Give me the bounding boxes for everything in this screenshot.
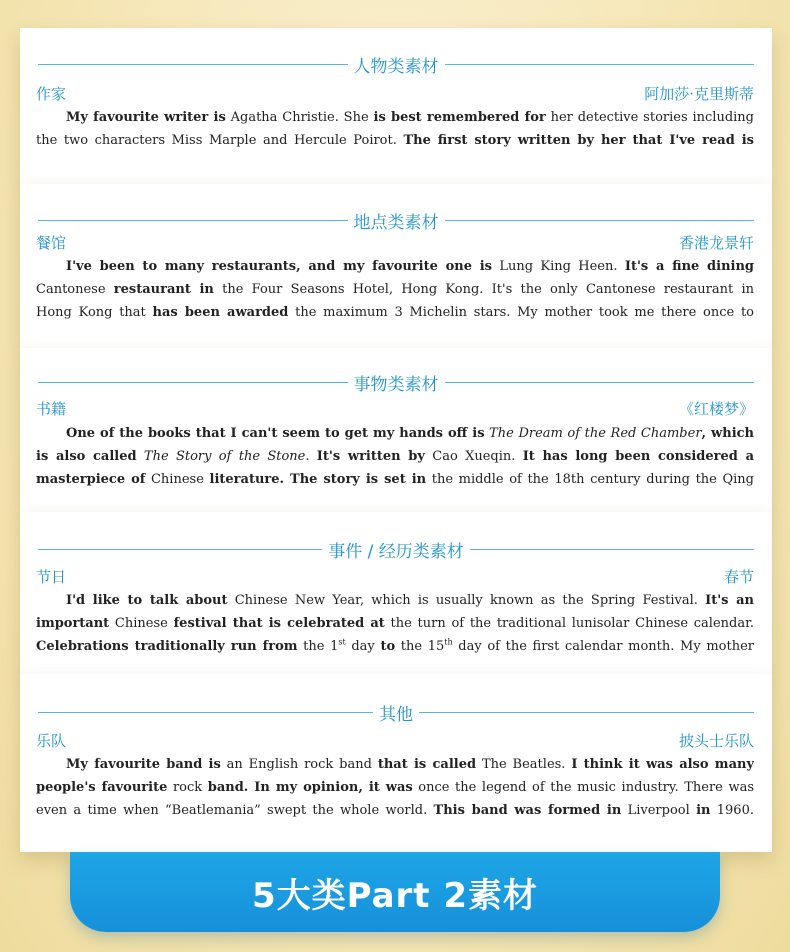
section-title: 地点类素材 [353,212,439,233]
text-run: the turn of the traditional lunisolar Chinese calendar. [384,616,754,631]
paragraph-line [36,422,754,445]
title-banner [70,852,720,932]
text-run: the middle of the 18th century during the Qing [426,472,754,487]
section-heading [38,698,754,726]
heading-rule-right [470,549,754,550]
text-run: in [696,803,711,818]
category-label: 餐馆 [36,234,67,252]
text-run: Chinese New Year, which is usually known as the Spring Festival. [227,593,706,608]
section-paragraph [36,589,754,658]
text-run: st [338,637,346,647]
text-run: restaurant in [113,282,214,297]
section-card-places [20,184,772,348]
heading-rule-left [38,712,373,713]
text-run: It has long been considered a [522,449,754,464]
text-run: The Dream of the Red Chamber [489,426,702,441]
paragraph-line [36,468,754,491]
text-run: Liverpool [621,803,697,818]
text-run: once the legend of the music industry. There was [412,780,754,795]
section-heading [38,368,754,396]
subject-label: 披头士乐队 [678,732,754,750]
paragraph-line [36,753,754,776]
section-paragraph [36,255,754,324]
section-title: 事件 / 经历类素材 [328,541,464,562]
category-label: 乐队 [36,732,67,750]
text-run: people's favourite [36,780,168,795]
section-paragraph [36,106,754,152]
text-run: even a time when “Beatlemania” swept the whole world. [36,803,434,818]
text-run: I've been to many restaurants, and my favourite one is [66,259,492,274]
paragraph-line [36,589,754,612]
text-run: Lung King Heen. [492,259,625,274]
text-run: the 1 [297,639,339,654]
section-title: 事物类素材 [353,374,439,395]
paragraph-line [36,301,754,324]
paragraph-line [36,612,754,635]
text-run: The Story of the Stone [143,449,306,464]
text-run: to [380,639,396,654]
text-run: has been awarded [152,305,289,320]
text-run: literature. The story is set in [209,472,427,487]
text-run: the Four Seasons Hotel, Hong Kong. It's the only Cantonese restaurant in [213,282,754,297]
section-heading [38,50,754,78]
section-card-people [20,28,772,184]
section-card-events [20,512,772,674]
paragraph-line [36,635,754,658]
text-run: an English rock band [220,757,378,772]
section-card-things [20,348,772,512]
text-run: I'd like to talk about [66,593,228,608]
text-run: day [345,639,381,654]
heading-rule-right [419,712,754,713]
subject-label: 春节 [723,568,754,586]
section-meta [36,730,754,751]
text-run: masterpiece of [36,472,146,487]
heading-rule-left [38,220,348,221]
text-run: Chinese [145,472,210,487]
subject-label: 《红楼梦》 [678,400,754,418]
text-run: My favourite writer is [66,110,226,125]
text-run [137,449,144,464]
paragraph-line [36,106,754,129]
text-run: her detective stories including [545,110,754,125]
text-run: is also called [36,449,137,464]
text-run: 1960. [710,803,754,818]
text-run: that is called [377,757,477,772]
section-meta [36,232,754,253]
paragraph-line [36,445,754,468]
text-run: The Beatles. [476,757,572,772]
text-run: My favourite band is [66,757,221,772]
text-run: Hong Kong that [36,305,153,320]
category-label: 节日 [36,568,67,586]
heading-rule-left [38,549,322,550]
text-run: The first story written by her that I've read is [403,133,754,148]
text-run: It's written by [316,449,425,464]
section-meta [36,83,754,104]
subject-label: 阿加莎·克里斯蒂 [644,85,754,103]
text-run: the maximum 3 Michelin stars. My mother took me there once to [288,305,754,320]
text-run: band. In my opinion, it was [207,780,413,795]
category-label: 书籍 [36,400,67,418]
heading-rule-left [38,64,348,65]
text-run: important [36,616,110,631]
text-run: festival that is celebrated at [173,616,385,631]
text-run: , which [701,426,754,441]
text-run: It's a fine dining [624,259,754,274]
subject-label: 香港龙景轩 [678,234,754,252]
text-run: Celebrations traditionally run from [36,639,298,654]
text-run: the two characters Miss Marple and Hercule Poirot. [36,133,404,148]
text-run: rock [167,780,208,795]
section-meta [36,398,754,419]
paragraph-line [36,129,754,152]
heading-rule-right [445,220,755,221]
text-run: I think it was also many [571,757,754,772]
text-run: day of the first calendar month. My mother [452,639,754,654]
banner-title: 5大类Part 2素材 [251,875,539,916]
heading-rule-right [445,64,755,65]
paragraph-line [36,255,754,278]
section-meta [36,566,754,587]
text-run: th [444,637,453,647]
section-title: 人物类素材 [353,56,439,77]
text-run: . [305,449,317,464]
category-label: 作家 [36,85,67,103]
paragraph-line [36,278,754,301]
text-run: One of the books that I can't seem to get my hands off is [66,426,485,441]
text-run: the 15 [395,639,445,654]
heading-rule-right [445,382,755,383]
text-run: This band was formed in [433,803,622,818]
heading-rule-left [38,382,348,383]
text-run: It's an [705,593,754,608]
paragraph-line [36,776,754,799]
section-card-others [20,674,772,852]
section-heading [38,206,754,234]
text-run: Agatha Christie. She [225,110,374,125]
text-run: Cao Xueqin. [424,449,523,464]
section-paragraph [36,753,754,822]
section-paragraph [36,422,754,491]
text-run: Cantonese [36,282,114,297]
section-title: 其他 [379,704,413,725]
section-heading [38,535,754,563]
text-run: Chinese [109,616,174,631]
paragraph-line [36,799,754,822]
text-run: is best remembered for [373,110,546,125]
